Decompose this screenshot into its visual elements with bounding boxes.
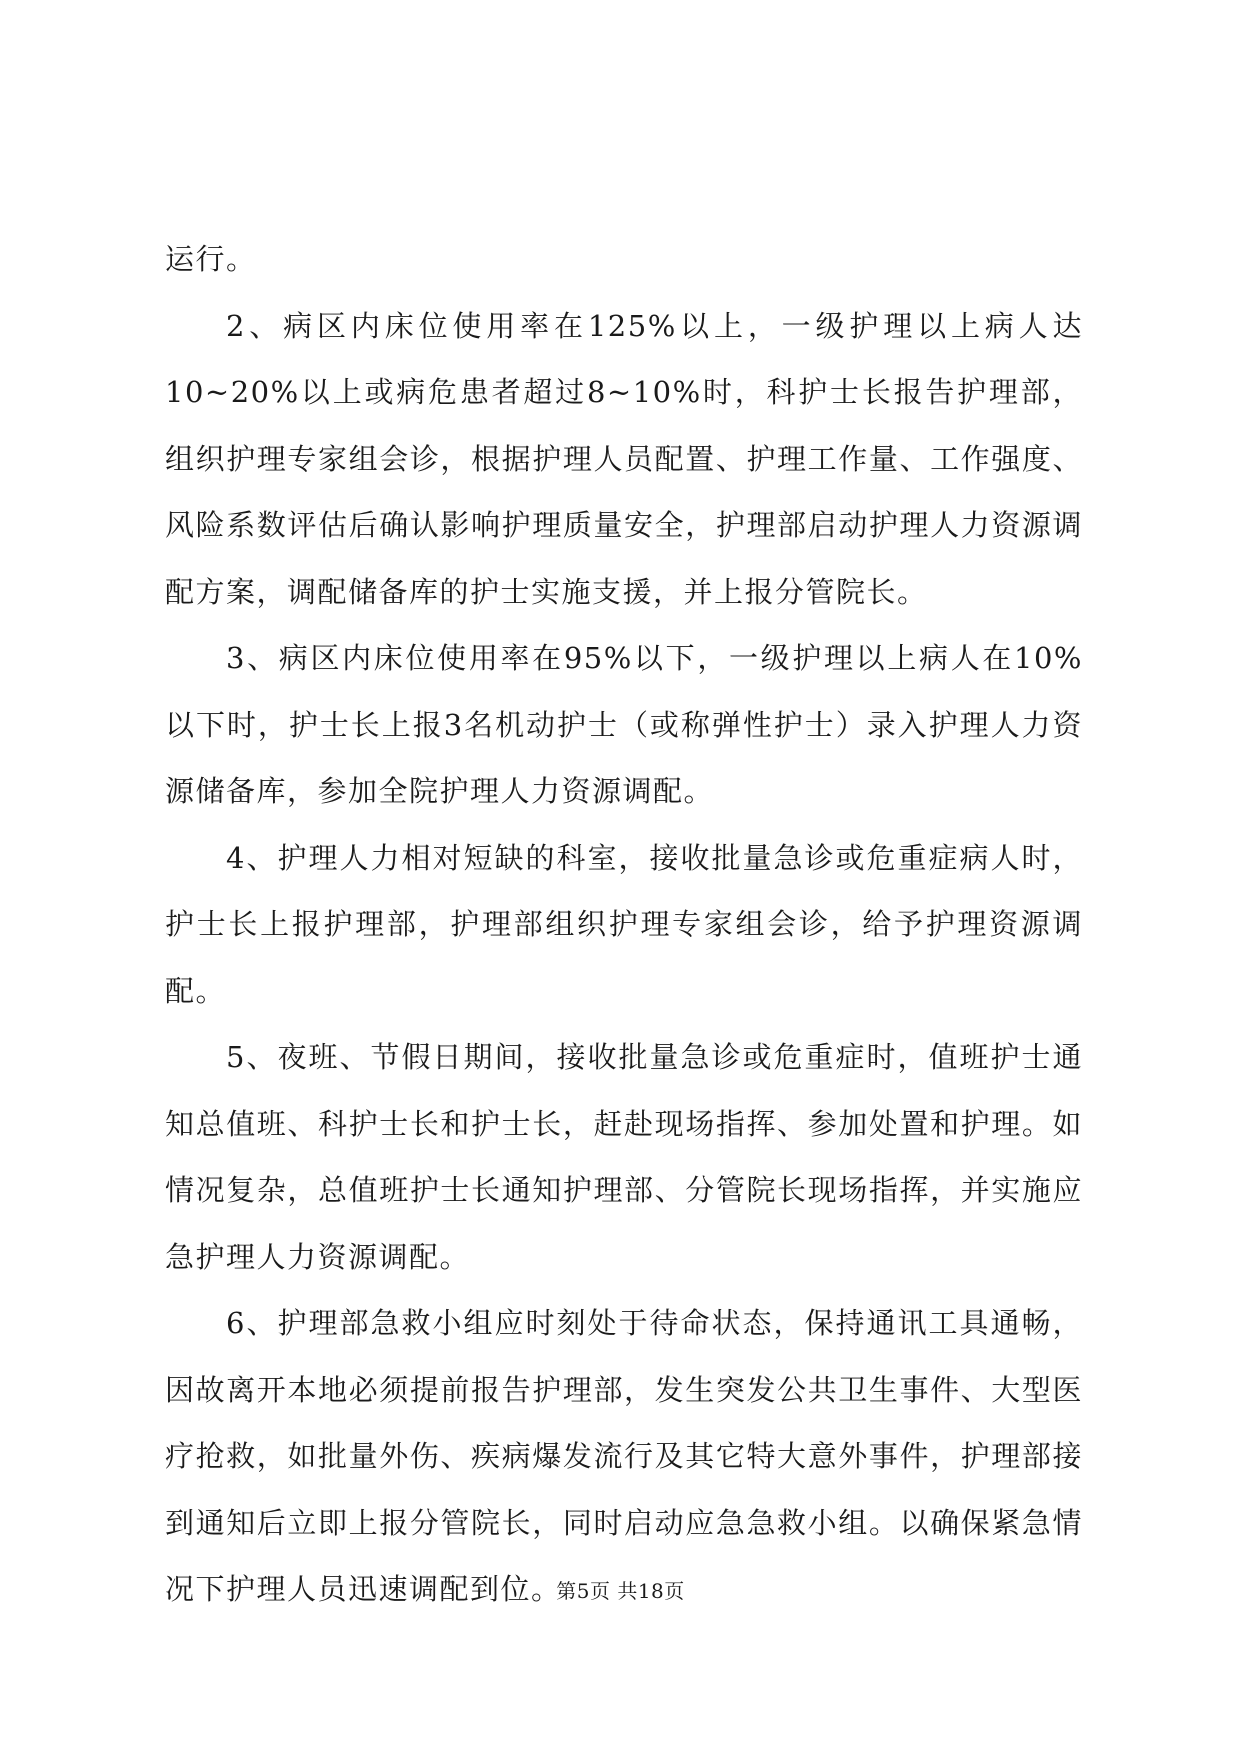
paragraph-item-3: 3、病区内床位使用率在95%以下，一级护理以上病人在10%以下时，护士长上报3名机动护士（或称弹性护士）录入护理人力资源储备库，参加全院护理人力资源调配。 [165, 641, 1083, 808]
paragraph-item-4: 4、护理人力相对短缺的科室，接收批量急诊或危重症病人时，护士长上报护理部，护理部组织护理专家组会诊，给予护理资源调配。 [165, 840, 1083, 1008]
paragraph-item-6: 6、护理部急救小组应时刻处于待命状态，保持通讯工具通畅，因故离开本地必须提前报告护理部，发生突发公共卫生事件、大型医疗抢救，如批量外伤、疾病爆发流行及其它特大意外事件，护理部接到通知后立即上报分管院长，同时启动应急急救小组。以确保紧急情况下护理人员迅速调配到位。 [165, 1306, 1083, 1606]
document-body [165, 226, 1083, 1623]
page-footer: 第5页 共18页 [556, 1579, 685, 1603]
paragraph-item-5: 5、夜班、节假日期间，接收批量急诊或危重症时，值班护士通知总值班、科护士长和护士长，赶赴现场指挥、参加处置和护理。如情况复杂，总值班护士长通知护理部、分管院长现场指挥，并实施应急护理人力资源调配。 [165, 1040, 1083, 1274]
paragraph-continuation: 运行。 [165, 242, 257, 276]
paragraph-item-2: 2、病区内床位使用率在125%以上，一级护理以上病人达10~20%以上或病危患者超过8~10%时，科护士长报告护理部，组织护理专家组会诊，根据护理人员配置、护理工作量、工作强度、风险系数评估后确认影响护理质量安全，护理部启动护理人力资源调配方案，调配储备库的护士实施支援，并上报分管院长。 [165, 308, 1084, 609]
